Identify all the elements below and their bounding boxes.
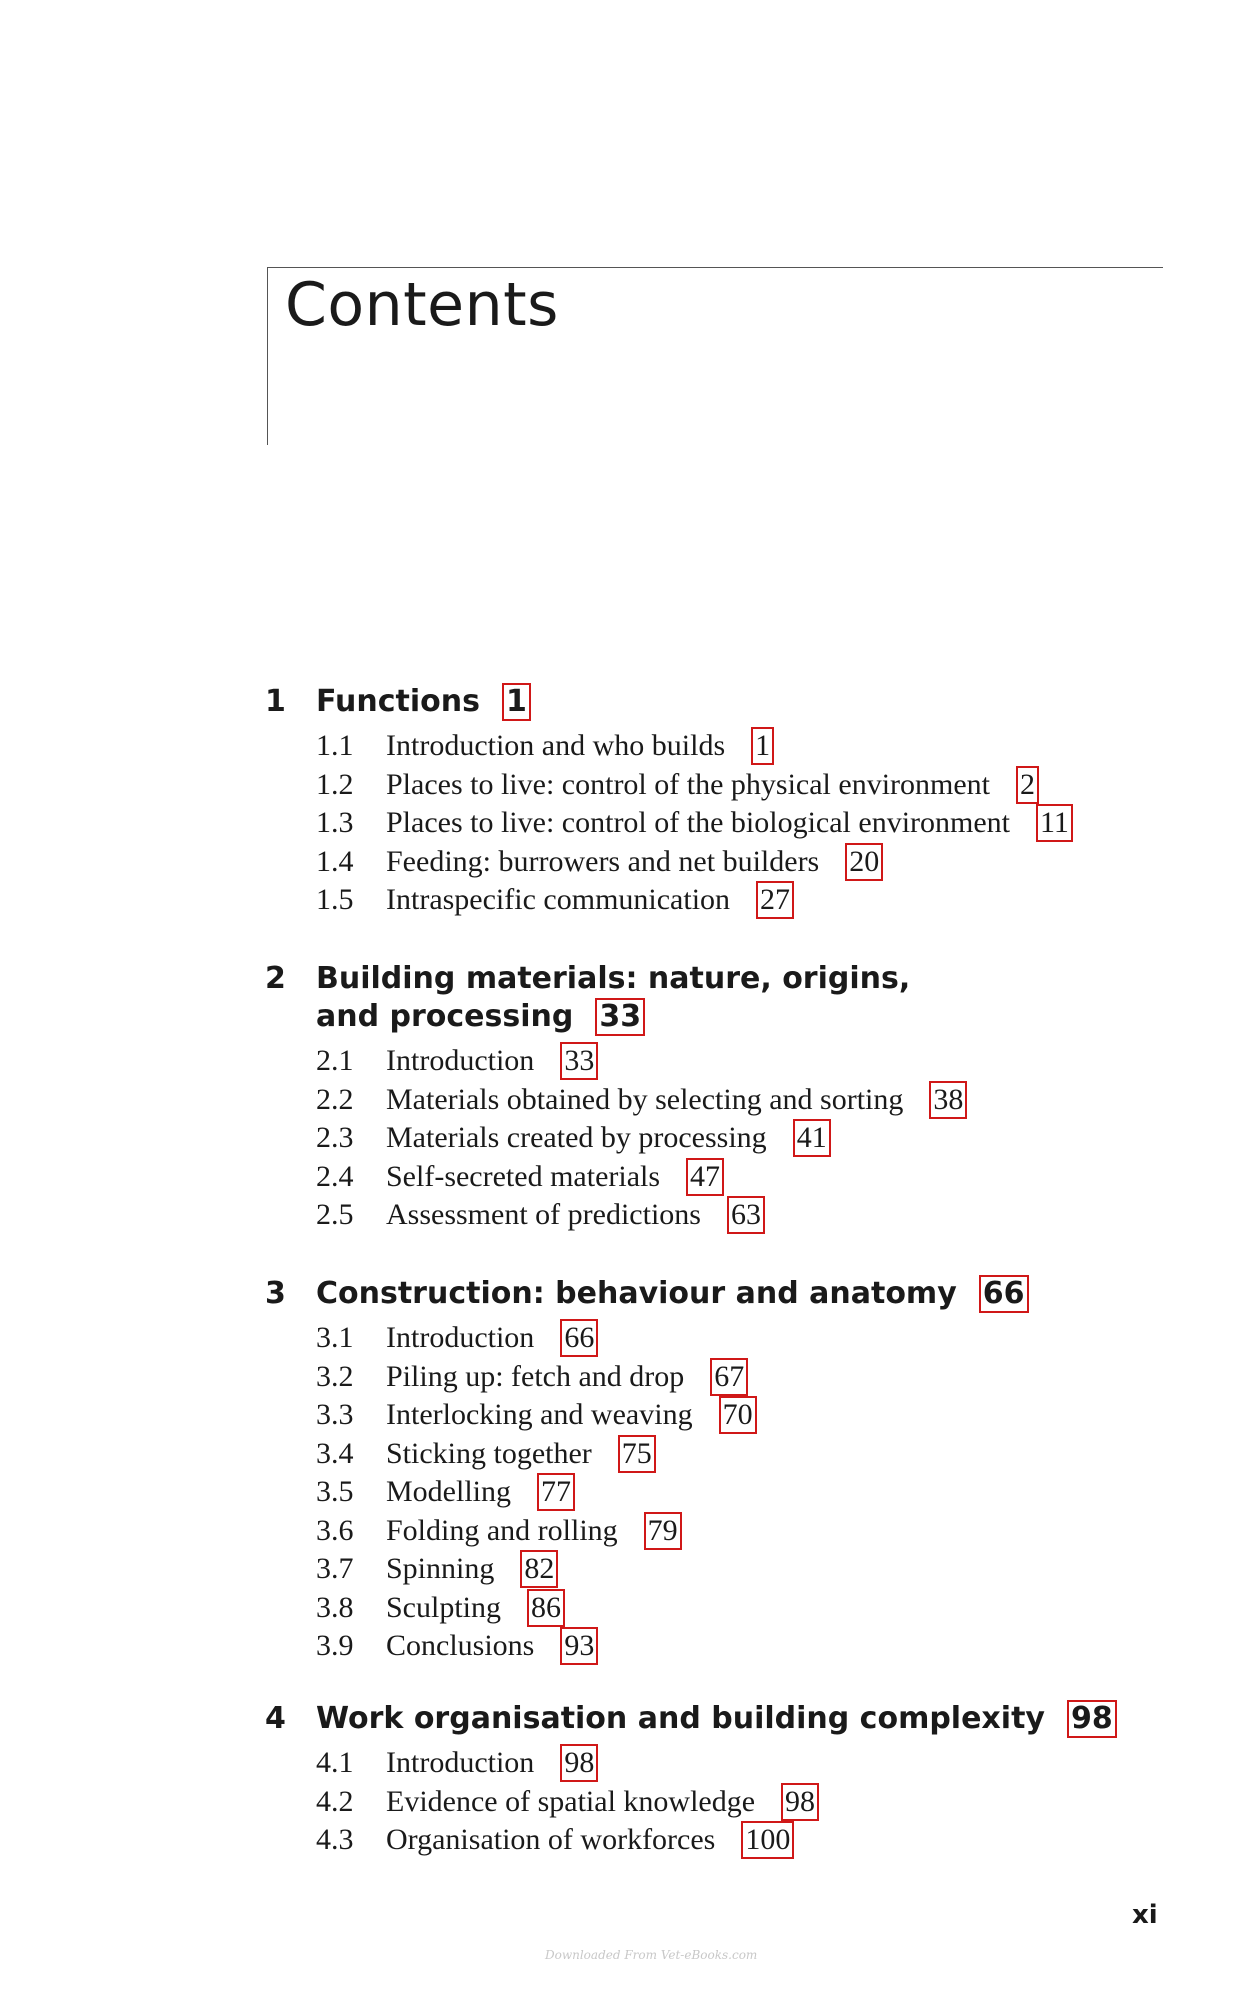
section-title-line bbox=[386, 1081, 967, 1120]
section-title-line bbox=[386, 1744, 598, 1783]
section-number: 1.1 bbox=[316, 729, 354, 762]
section-entry bbox=[265, 843, 1165, 882]
section-number: 3.8 bbox=[316, 1590, 354, 1624]
section-number: 3.4 bbox=[316, 1436, 354, 1470]
section-title: Intraspecific communication bbox=[386, 883, 731, 916]
section-title-line bbox=[386, 1435, 656, 1474]
section-number: 3.2 bbox=[316, 1359, 354, 1393]
chapter-heading bbox=[265, 960, 1165, 1036]
chapter-heading bbox=[265, 1275, 1165, 1313]
section-title-line bbox=[386, 1783, 819, 1822]
section-entry bbox=[265, 1821, 1165, 1860]
section-title-line bbox=[386, 881, 794, 920]
section-page-link[interactable]: 75 bbox=[618, 1435, 656, 1473]
section-entry bbox=[265, 1473, 1165, 1512]
section-page-link[interactable]: 67 bbox=[710, 1358, 748, 1396]
section-title-line bbox=[386, 1627, 598, 1666]
section-entry bbox=[265, 727, 1165, 766]
section-title: Folding and rolling bbox=[386, 1513, 618, 1547]
section-title: Self-secreted materials bbox=[386, 1159, 661, 1193]
section-title-line bbox=[386, 1358, 748, 1397]
watermark: Downloaded From Vet-eBooks.com bbox=[545, 1948, 758, 1962]
title-rule-left bbox=[267, 267, 268, 445]
section-title: Introduction bbox=[386, 1746, 535, 1779]
section-entry bbox=[265, 804, 1165, 843]
page-title: Contents bbox=[285, 270, 559, 340]
section-title-line bbox=[386, 1589, 565, 1628]
section-entry bbox=[265, 1358, 1165, 1397]
section-entry bbox=[265, 1627, 1165, 1666]
section-title-line bbox=[386, 1396, 757, 1435]
section-title-line bbox=[386, 1119, 831, 1158]
section-number: 1.2 bbox=[316, 767, 354, 801]
section-title: Interlocking and weaving bbox=[386, 1398, 693, 1431]
section-page-link[interactable]: 79 bbox=[644, 1512, 682, 1550]
section-page-link[interactable]: 47 bbox=[686, 1158, 724, 1196]
section-number: 3.3 bbox=[316, 1398, 354, 1431]
section-title-line bbox=[386, 766, 1039, 805]
section-entry bbox=[265, 1319, 1165, 1358]
section-title-line bbox=[386, 727, 774, 766]
section-list bbox=[265, 727, 1165, 920]
section-page-link[interactable]: 93 bbox=[560, 1627, 598, 1665]
section-page-link[interactable]: 66 bbox=[560, 1319, 598, 1357]
section-number: 2.3 bbox=[316, 1121, 354, 1154]
chapter-title: Building materials: nature, origins, bbox=[316, 961, 911, 996]
chapter-title: and processing bbox=[316, 999, 574, 1034]
section-number: 2.2 bbox=[316, 1082, 354, 1116]
section-page-link[interactable]: 1 bbox=[751, 727, 774, 765]
chapter-page-link[interactable]: 98 bbox=[1067, 1700, 1117, 1738]
section-title: Introduction bbox=[386, 1321, 535, 1354]
chapter-title: Construction: behaviour and anatomy bbox=[316, 1276, 957, 1311]
section-title: Conclusions bbox=[386, 1629, 535, 1662]
section-number: 3.7 bbox=[316, 1552, 354, 1585]
section-title-line bbox=[386, 843, 883, 882]
chapter-number: 4 bbox=[265, 1701, 286, 1736]
section-page-link[interactable]: 86 bbox=[527, 1589, 565, 1627]
section-entry bbox=[265, 1783, 1165, 1822]
chapter-title-line bbox=[316, 1700, 1165, 1738]
section-list bbox=[265, 1319, 1165, 1666]
section-title-line bbox=[386, 1158, 724, 1197]
section-entry bbox=[265, 881, 1165, 920]
section-title: Organisation of workforces bbox=[386, 1823, 716, 1856]
chapter-title-line bbox=[316, 1275, 1165, 1313]
section-entry bbox=[265, 1435, 1165, 1474]
section-number: 4.1 bbox=[316, 1746, 354, 1779]
chapter-page-link[interactable]: 66 bbox=[979, 1275, 1029, 1313]
chapter-title: Work organisation and building complexity bbox=[316, 1701, 1045, 1736]
section-title-line bbox=[386, 1319, 598, 1358]
section-title: Spinning bbox=[386, 1552, 495, 1585]
chapter-heading bbox=[265, 683, 1165, 721]
section-entry bbox=[265, 1550, 1165, 1589]
section-title-line bbox=[386, 1473, 575, 1512]
section-page-link[interactable]: 20 bbox=[845, 843, 883, 881]
section-page-link[interactable]: 77 bbox=[537, 1473, 575, 1511]
chapter-page-link[interactable]: 1 bbox=[502, 683, 531, 721]
chapter-number: 3 bbox=[265, 1276, 286, 1311]
chapter-title-line bbox=[316, 683, 1165, 721]
section-number: 1.5 bbox=[316, 883, 354, 916]
section-page-link[interactable]: 27 bbox=[756, 881, 794, 919]
section-title: Sticking together bbox=[386, 1436, 592, 1470]
section-number: 2.5 bbox=[316, 1198, 354, 1231]
section-page-link[interactable]: 98 bbox=[560, 1744, 598, 1782]
section-entry bbox=[265, 1589, 1165, 1628]
chapter-1 bbox=[265, 683, 1165, 920]
section-entry bbox=[265, 1512, 1165, 1551]
section-title-line bbox=[386, 804, 1073, 843]
section-title: Feeding: burrowers and net builders bbox=[386, 844, 820, 878]
section-title: Materials obtained by selecting and sorting bbox=[386, 1082, 904, 1116]
section-number: 3.9 bbox=[316, 1629, 354, 1662]
section-entry bbox=[265, 1158, 1165, 1197]
section-number: 3.6 bbox=[316, 1513, 354, 1547]
section-page-link[interactable]: 11 bbox=[1036, 804, 1073, 842]
section-entry bbox=[265, 1081, 1165, 1120]
section-title: Piling up: fetch and drop bbox=[386, 1359, 685, 1393]
section-list bbox=[265, 1042, 1165, 1235]
chapter-number: 1 bbox=[265, 684, 286, 719]
chapter-2 bbox=[265, 960, 1165, 1235]
section-number: 3.5 bbox=[316, 1475, 354, 1508]
section-page-link[interactable]: 38 bbox=[929, 1081, 967, 1119]
section-title-line bbox=[386, 1042, 598, 1081]
section-list bbox=[265, 1744, 1165, 1860]
title-rule-top bbox=[267, 267, 1163, 268]
section-entry bbox=[265, 1196, 1165, 1235]
chapter-page-link[interactable]: 33 bbox=[595, 998, 645, 1036]
section-entry bbox=[265, 1744, 1165, 1783]
section-number: 2.4 bbox=[316, 1159, 354, 1193]
section-page-link[interactable]: 82 bbox=[520, 1550, 558, 1588]
section-title-line bbox=[386, 1821, 794, 1860]
section-title: Introduction and who builds bbox=[386, 729, 726, 762]
section-title: Introduction bbox=[386, 1044, 535, 1077]
chapter-heading bbox=[265, 1700, 1165, 1738]
section-number: 2.1 bbox=[316, 1044, 354, 1077]
section-title: Materials created by processing bbox=[386, 1121, 767, 1154]
page-folio: xi bbox=[1132, 1900, 1158, 1930]
section-title: Assessment of predictions bbox=[386, 1198, 701, 1231]
section-page-link[interactable]: 98 bbox=[781, 1783, 819, 1821]
section-page-link[interactable]: 100 bbox=[741, 1821, 794, 1859]
chapter-title-line bbox=[316, 998, 1165, 1036]
section-title-line bbox=[386, 1512, 682, 1551]
section-entry bbox=[265, 1119, 1165, 1158]
section-page-link[interactable]: 63 bbox=[727, 1196, 765, 1234]
section-number: 1.4 bbox=[316, 844, 354, 878]
section-title-line bbox=[386, 1196, 765, 1235]
section-number: 4.2 bbox=[316, 1784, 354, 1818]
chapter-title: Functions bbox=[316, 684, 480, 719]
section-number: 1.3 bbox=[316, 806, 354, 839]
section-number: 4.3 bbox=[316, 1823, 354, 1856]
chapter-4 bbox=[265, 1700, 1165, 1860]
section-number: 3.1 bbox=[316, 1321, 354, 1354]
section-page-link[interactable]: 41 bbox=[793, 1119, 831, 1157]
section-title-line bbox=[386, 1550, 558, 1589]
section-title: Places to live: control of the biological environment bbox=[386, 806, 1011, 839]
section-title: Modelling bbox=[386, 1475, 511, 1508]
section-title: Evidence of spatial knowledge bbox=[386, 1784, 756, 1818]
section-title: Places to live: control of the physical environment bbox=[386, 767, 991, 801]
section-title: Sculpting bbox=[386, 1590, 502, 1624]
chapter-number: 2 bbox=[265, 961, 286, 996]
section-entry bbox=[265, 766, 1165, 805]
section-page-link[interactable]: 2 bbox=[1016, 766, 1039, 804]
section-entry bbox=[265, 1042, 1165, 1081]
section-entry bbox=[265, 1396, 1165, 1435]
section-page-link[interactable]: 33 bbox=[560, 1042, 598, 1080]
chapter-3 bbox=[265, 1275, 1165, 1666]
section-page-link[interactable]: 70 bbox=[719, 1396, 757, 1434]
